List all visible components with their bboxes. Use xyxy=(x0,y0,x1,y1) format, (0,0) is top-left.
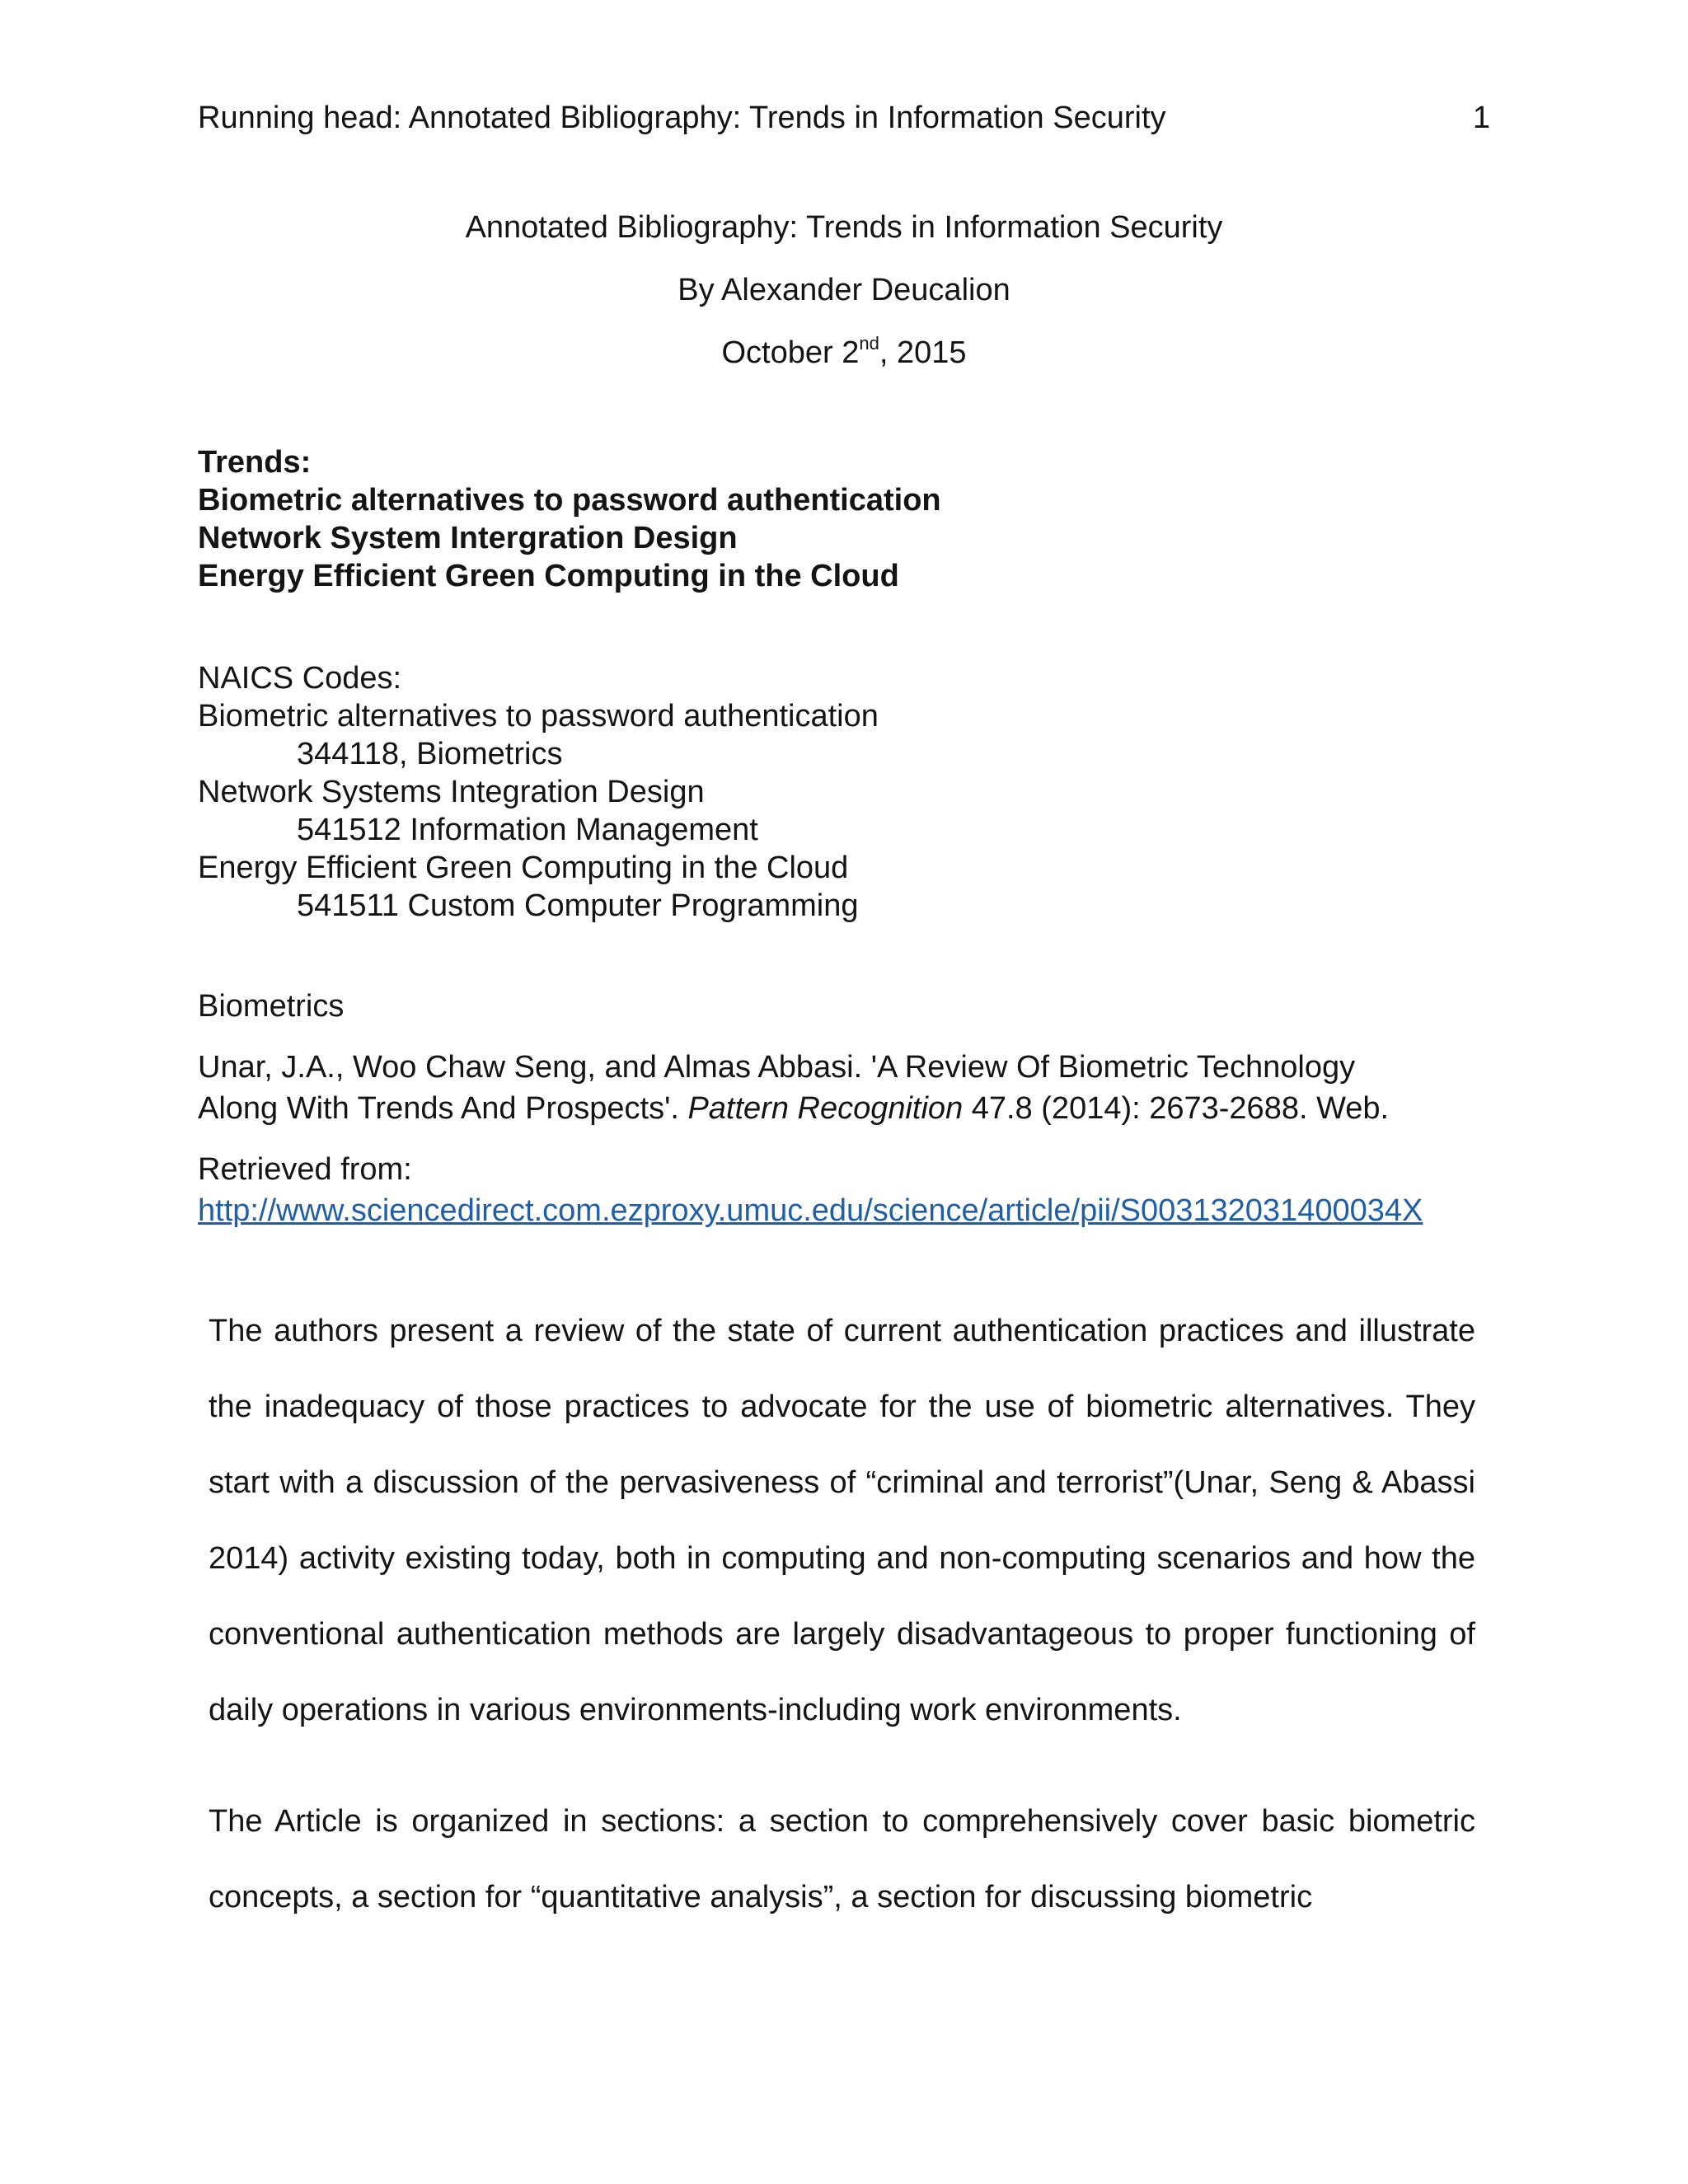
trends-heading: Trends: xyxy=(198,445,312,480)
naics-code: 541511 Custom Computer Programming xyxy=(297,888,859,923)
title-block xyxy=(198,196,1490,384)
citation xyxy=(198,1047,1490,1129)
citation-text: 47.8 (2014): 2673-2688. Web. xyxy=(963,1091,1390,1126)
naics-code: 344118, Biometrics xyxy=(297,737,563,771)
trend-item: Network System Intergration Design xyxy=(198,521,738,555)
document-title: Annotated Bibliography: Trends in Information Security xyxy=(465,210,1223,245)
naics-trend: Biometric alternatives to password authentication xyxy=(198,699,879,733)
source-url-link[interactable]: http://www.sciencedirect.com.ezproxy.umuc.edu/science/article/pii/S003132031400034X xyxy=(198,1193,1423,1228)
citation-text: Along With Trends And Prospects'. xyxy=(198,1091,688,1126)
running-head xyxy=(198,97,1490,138)
trends-list xyxy=(198,443,941,595)
date-ordinal-suffix: nd xyxy=(859,333,879,354)
trend-item: Biometric alternatives to password authentication xyxy=(198,483,941,518)
date-prefix: October 2 xyxy=(721,335,860,370)
naics-code: 541512 Information Management xyxy=(297,813,758,847)
annotation-paragraph: The Article is organized in sections: a section to comprehensively cover basic biometric concepts, a section for “quantitative analysis”, a section for discussing biometric xyxy=(209,1804,1475,1915)
section-heading-biometrics: Biometrics xyxy=(198,989,345,1024)
naics-heading: NAICS Codes: xyxy=(198,661,402,696)
citation-line: Unar, J.A., Woo Chaw Seng, and Almas Abbasi. 'A Review Of Biometric Technology xyxy=(198,1050,1356,1085)
author-line: By Alexander Deucalion xyxy=(678,273,1010,307)
annotation-paragraph: The authors present a review of the state of current authentication practices and illustrate the inadequacy of those practices to advocate for the use of biometric alternatives. They start with a discussion of the pervasiveness of “criminal and terrorist”(Unar, Seng & Abassi 2014) activity existing today, both in computing and non-computing scenarios and how the conventional authentication methods are largely disadvantageous to proper functioning of daily operations in various environments-including work environments. xyxy=(209,1314,1475,1727)
retrieved-label: Retrieved from: xyxy=(198,1152,412,1187)
naics-trend: Network Systems Integration Design xyxy=(198,775,705,809)
page-number: 1 xyxy=(1472,101,1490,135)
running-head-text: Running head: Annotated Bibliography: Trends in Information Security xyxy=(198,101,1166,135)
naics-trend: Energy Efficient Green Computing in the Cloud xyxy=(198,851,849,885)
citation-line xyxy=(198,1088,1490,1129)
journal-title: Pattern Recognition xyxy=(687,1091,964,1126)
trend-item: Energy Efficient Green Computing in the Cloud xyxy=(198,559,899,593)
date-line xyxy=(198,321,1490,384)
naics-codes xyxy=(198,659,879,925)
date-year: , 2015 xyxy=(879,335,967,370)
retrieved-from xyxy=(198,1149,1507,1231)
